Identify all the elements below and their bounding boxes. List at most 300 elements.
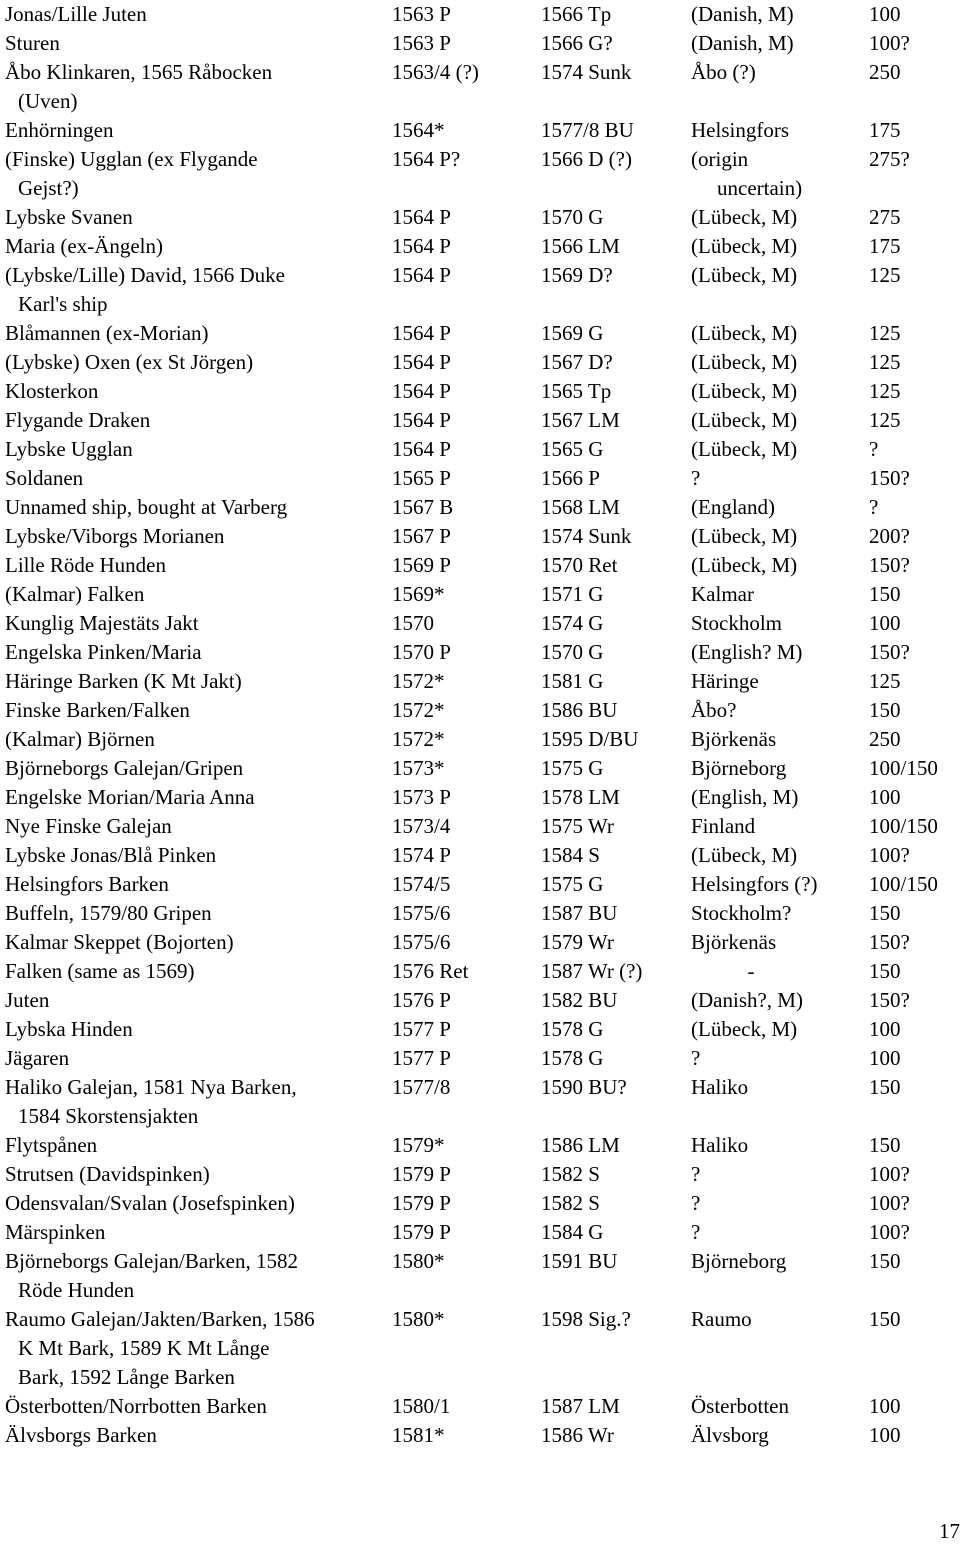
lost-cell: 1582 S bbox=[541, 1191, 600, 1215]
lost-cell: 1586 LM bbox=[541, 1133, 620, 1157]
acquired-cell: 1580/1 bbox=[392, 1394, 451, 1418]
origin-cell bbox=[691, 1160, 700, 1189]
origin-line: (Danish, M) bbox=[691, 31, 794, 55]
table-row bbox=[5, 1218, 960, 1247]
origin-cell bbox=[691, 754, 786, 783]
ship-name-line: Falken (same as 1569) bbox=[5, 959, 195, 983]
size-cell: 275? bbox=[869, 147, 910, 171]
ship-name-line: Lybska Hinden bbox=[5, 1017, 133, 1041]
acquired-cell: 1573* bbox=[392, 756, 445, 780]
origin-cell bbox=[691, 1305, 752, 1334]
table-row bbox=[5, 348, 960, 377]
ship-name bbox=[5, 261, 385, 319]
ship-name-continuation: Röde Hunden bbox=[18, 1278, 135, 1302]
table-row bbox=[5, 1305, 960, 1392]
ship-name bbox=[5, 812, 385, 841]
size-cell: 150 bbox=[869, 901, 901, 925]
size-cell: 100? bbox=[869, 1191, 910, 1215]
table-row bbox=[5, 232, 960, 261]
table-row bbox=[5, 1073, 960, 1131]
acquired-cell: 1579 P bbox=[392, 1191, 451, 1215]
ship-name bbox=[5, 1421, 385, 1450]
origin-line: Haliko bbox=[691, 1075, 749, 1099]
acquired-cell: 1567 B bbox=[392, 495, 454, 519]
acquired-cell: 1579* bbox=[392, 1133, 445, 1157]
origin-line: Raumo bbox=[691, 1307, 752, 1331]
ship-name bbox=[5, 609, 385, 638]
lost-cell: 1565 G bbox=[541, 437, 604, 461]
page-number: 17 bbox=[939, 1519, 960, 1543]
acquired-cell: 1573 P bbox=[392, 785, 451, 809]
acquired-cell: 1564 P bbox=[392, 350, 451, 374]
ship-name bbox=[5, 986, 385, 1015]
size-cell: 125 bbox=[869, 669, 901, 693]
origin-cell bbox=[691, 522, 797, 551]
acquired-cell: 1564 P bbox=[392, 205, 451, 229]
acquired-cell: 1579 P bbox=[392, 1220, 451, 1244]
ship-name-line: Älvsborgs Barken bbox=[5, 1423, 157, 1447]
origin-cell bbox=[691, 667, 759, 696]
origin-line: (Lübeck, M) bbox=[691, 205, 798, 229]
origin-cell bbox=[691, 203, 797, 232]
ship-name-line: Lybske Ugglan bbox=[5, 437, 133, 461]
size-cell: 150? bbox=[869, 640, 910, 664]
table-row bbox=[5, 1247, 960, 1305]
ship-name bbox=[5, 435, 385, 464]
ship-name bbox=[5, 145, 385, 203]
origin-line: Björneborg bbox=[691, 1249, 787, 1273]
ship-name-line: Klosterkon bbox=[5, 379, 99, 403]
origin-cell bbox=[691, 1073, 748, 1102]
origin-cell bbox=[691, 638, 802, 667]
acquired-cell: 1570 P bbox=[392, 640, 451, 664]
origin-line: Stockholm? bbox=[691, 901, 792, 925]
lost-cell: 1578 G bbox=[541, 1017, 604, 1041]
ship-name bbox=[5, 348, 385, 377]
ship-name-line: Odensvalan/Svalan (Josefspinken) bbox=[5, 1191, 295, 1215]
origin-cell bbox=[691, 435, 797, 464]
origin-line: Haliko bbox=[691, 1133, 749, 1157]
lost-cell: 1582 S bbox=[541, 1162, 600, 1186]
table-row bbox=[5, 1131, 960, 1160]
acquired-cell: 1580* bbox=[392, 1307, 445, 1331]
origin-cell bbox=[691, 1247, 786, 1276]
table-row bbox=[5, 812, 960, 841]
ship-name bbox=[5, 551, 385, 580]
table-row bbox=[5, 551, 960, 580]
size-cell: 150 bbox=[869, 1249, 901, 1273]
size-cell: 250 bbox=[869, 727, 901, 751]
ship-name bbox=[5, 1218, 385, 1247]
ship-name bbox=[5, 580, 385, 609]
ship-name-line: Soldanen bbox=[5, 466, 84, 490]
ship-name-line: Flygande Draken bbox=[5, 408, 151, 432]
size-cell: 150? bbox=[869, 553, 910, 577]
origin-line: (origin bbox=[691, 147, 749, 171]
acquired-cell: 1563 P bbox=[392, 31, 451, 55]
ship-name-line: Björneborgs Galejan/Barken, 1582 bbox=[5, 1249, 298, 1273]
lost-cell: 1567 D? bbox=[541, 350, 613, 374]
size-cell: 100? bbox=[869, 1162, 910, 1186]
size-cell: 100/150 bbox=[869, 756, 938, 780]
lost-cell: 1570 Ret bbox=[541, 553, 618, 577]
ship-name bbox=[5, 1015, 385, 1044]
ship-name-continuation: K Mt Bark, 1589 K Mt Långe bbox=[18, 1336, 270, 1360]
ship-name-continuation: Bark, 1592 Långe Barken bbox=[18, 1365, 235, 1389]
ship-name bbox=[5, 1073, 385, 1131]
origin-line: Björkenäs bbox=[691, 930, 777, 954]
size-cell: 125 bbox=[869, 408, 901, 432]
ship-name-line: (Finske) Ugglan (ex Flygande bbox=[5, 147, 258, 171]
lost-cell: 1565 Tp bbox=[541, 379, 612, 403]
origin-cell bbox=[691, 986, 803, 1015]
ship-name bbox=[5, 638, 385, 667]
lost-cell: 1586 Wr bbox=[541, 1423, 614, 1447]
ship-name bbox=[5, 232, 385, 261]
ship-name-line: Maria (ex-Ängeln) bbox=[5, 234, 164, 258]
ship-name-line: Blåmannen (ex-Morian) bbox=[5, 321, 209, 345]
ship-name-line: Österbotten/Norrbotten Barken bbox=[5, 1394, 267, 1418]
ship-name-line: (Lybske) Oxen (ex St Jörgen) bbox=[5, 350, 254, 374]
origin-cell bbox=[691, 348, 797, 377]
origin-cell bbox=[691, 1218, 700, 1247]
origin-cell bbox=[691, 957, 811, 986]
acquired-cell: 1577 P bbox=[392, 1046, 451, 1070]
table-row bbox=[5, 638, 960, 667]
lost-cell: 1586 BU bbox=[541, 698, 618, 722]
lost-cell: 1584 S bbox=[541, 843, 600, 867]
lost-cell: 1570 G bbox=[541, 640, 604, 664]
ship-name-line: Lybske Jonas/Blå Pinken bbox=[5, 843, 217, 867]
table-row bbox=[5, 841, 960, 870]
ship-name bbox=[5, 899, 385, 928]
acquired-cell: 1577/8 bbox=[392, 1075, 451, 1099]
table-row bbox=[5, 203, 960, 232]
ship-name-line: (Kalmar) Björnen bbox=[5, 727, 155, 751]
origin-line: (Lübeck, M) bbox=[691, 843, 798, 867]
acquired-cell: 1574/5 bbox=[392, 872, 451, 896]
origin-cell bbox=[691, 261, 797, 290]
acquired-cell: 1580* bbox=[392, 1249, 445, 1273]
ship-name bbox=[5, 377, 385, 406]
size-cell: 150 bbox=[869, 959, 901, 983]
ship-name bbox=[5, 58, 385, 116]
lost-cell: 1574 G bbox=[541, 611, 604, 635]
acquired-cell: 1573/4 bbox=[392, 814, 451, 838]
origin-line: (Lübeck, M) bbox=[691, 321, 798, 345]
lost-cell: 1575 Wr bbox=[541, 814, 614, 838]
table-row bbox=[5, 145, 960, 203]
ship-name-line: Unnamed ship, bought at Varberg bbox=[5, 495, 288, 519]
origin-cell bbox=[691, 870, 818, 899]
origin-cell bbox=[691, 696, 737, 725]
ship-name bbox=[5, 754, 385, 783]
origin-cell bbox=[691, 377, 797, 406]
origin-cell bbox=[691, 145, 802, 203]
origin-line: (Danish?, M) bbox=[691, 988, 803, 1012]
ship-name bbox=[5, 783, 385, 812]
acquired-cell: 1572* bbox=[392, 669, 445, 693]
origin-cell bbox=[691, 0, 794, 29]
ship-name-line: Haliko Galejan, 1581 Nya Barken, bbox=[5, 1075, 297, 1099]
origin-line: Åbo? bbox=[691, 698, 737, 722]
origin-line: Österbotten bbox=[691, 1394, 789, 1418]
size-cell: ? bbox=[869, 437, 879, 461]
ship-name-line: Lybske Svanen bbox=[5, 205, 133, 229]
origin-cell bbox=[691, 319, 797, 348]
origin-line: ? bbox=[691, 1191, 701, 1215]
lost-cell: 1598 Sig.? bbox=[541, 1307, 631, 1331]
lost-cell: 1574 Sunk bbox=[541, 60, 632, 84]
ship-name-line: Raumo Galejan/Jakten/Barken, 1586 bbox=[5, 1307, 315, 1331]
acquired-cell: 1577 P bbox=[392, 1017, 451, 1041]
table-row bbox=[5, 986, 960, 1015]
size-cell: 100? bbox=[869, 843, 910, 867]
ship-name-line: Häringe Barken (K Mt Jakt) bbox=[5, 669, 242, 693]
size-cell: ? bbox=[869, 495, 879, 519]
table-row bbox=[5, 435, 960, 464]
size-cell: 100 bbox=[869, 1017, 901, 1041]
lost-cell: 1587 Wr (?) bbox=[541, 959, 643, 983]
origin-cell bbox=[691, 464, 700, 493]
ship-name-line: Enhörningen bbox=[5, 118, 114, 142]
table-row bbox=[5, 1189, 960, 1218]
origin-cell bbox=[691, 406, 797, 435]
size-cell: 100? bbox=[869, 1220, 910, 1244]
size-cell: 100 bbox=[869, 1394, 901, 1418]
origin-line: (Lübeck, M) bbox=[691, 1017, 798, 1041]
origin-line: Åbo (?) bbox=[691, 60, 756, 84]
table-row bbox=[5, 58, 960, 116]
acquired-cell: 1564* bbox=[392, 118, 445, 142]
ship-name-line: Buffeln, 1579/80 Gripen bbox=[5, 901, 212, 925]
ship-name-line: Jägaren bbox=[5, 1046, 70, 1070]
origin-line: (Lübeck, M) bbox=[691, 553, 798, 577]
size-cell: 100 bbox=[869, 1423, 901, 1447]
lost-cell: 1595 D/BU bbox=[541, 727, 639, 751]
size-cell: 125 bbox=[869, 350, 901, 374]
lost-cell: 1569 D? bbox=[541, 263, 613, 287]
size-cell: 175 bbox=[869, 118, 901, 142]
ship-name-line: Engelske Morian/Maria Anna bbox=[5, 785, 255, 809]
origin-cell bbox=[691, 116, 789, 145]
ship-name bbox=[5, 928, 385, 957]
acquired-cell: 1564 P? bbox=[392, 147, 461, 171]
lost-cell: 1579 Wr bbox=[541, 930, 614, 954]
ship-name bbox=[5, 1131, 385, 1160]
origin-line: (Lübeck, M) bbox=[691, 408, 798, 432]
table-row bbox=[5, 899, 960, 928]
lost-cell: 1574 Sunk bbox=[541, 524, 632, 548]
origin-cell bbox=[691, 493, 775, 522]
ship-name bbox=[5, 667, 385, 696]
acquired-cell: 1563/4 (?) bbox=[392, 60, 479, 84]
table-row bbox=[5, 0, 960, 29]
acquired-cell: 1564 P bbox=[392, 263, 451, 287]
size-cell: 100/150 bbox=[869, 872, 938, 896]
origin-line: (Lübeck, M) bbox=[691, 437, 798, 461]
table-row bbox=[5, 1160, 960, 1189]
acquired-cell: 1564 P bbox=[392, 437, 451, 461]
origin-cell bbox=[691, 1421, 769, 1450]
ship-name bbox=[5, 1189, 385, 1218]
ship-name bbox=[5, 1044, 385, 1073]
lost-cell: 1570 G bbox=[541, 205, 604, 229]
origin-line: (Lübeck, M) bbox=[691, 379, 798, 403]
ship-name-line: Nye Finske Galejan bbox=[5, 814, 172, 838]
table-row bbox=[5, 783, 960, 812]
origin-cell bbox=[691, 725, 776, 754]
origin-cell bbox=[691, 580, 754, 609]
origin-line: - bbox=[747, 959, 755, 983]
lost-cell: 1584 G bbox=[541, 1220, 604, 1244]
acquired-cell: 1575/6 bbox=[392, 901, 451, 925]
table-row bbox=[5, 580, 960, 609]
ship-name-line: Lille Röde Hunden bbox=[5, 553, 166, 577]
origin-cell bbox=[691, 1189, 700, 1218]
ship-name-line: Flytspånen bbox=[5, 1133, 98, 1157]
lost-cell: 1590 BU? bbox=[541, 1075, 627, 1099]
origin-line: ? bbox=[691, 1220, 701, 1244]
origin-line: Älvsborg bbox=[691, 1423, 769, 1447]
size-cell: 150 bbox=[869, 1307, 901, 1331]
ship-name-line: Finske Barken/Falken bbox=[5, 698, 190, 722]
ship-name bbox=[5, 725, 385, 754]
ship-name-line: (Kalmar) Falken bbox=[5, 582, 145, 606]
size-cell: 150 bbox=[869, 582, 901, 606]
ship-name bbox=[5, 1247, 385, 1305]
origin-cell bbox=[691, 899, 791, 928]
ship-name-continuation: Karl's ship bbox=[18, 292, 108, 316]
origin-cell bbox=[691, 1392, 789, 1421]
origin-line: Björkenäs bbox=[691, 727, 777, 751]
origin-cell bbox=[691, 232, 797, 261]
ship-name bbox=[5, 406, 385, 435]
origin-line: (English? M) bbox=[691, 640, 803, 664]
ship-name-continuation: (Uven) bbox=[18, 89, 78, 113]
origin-line: Helsingfors (?) bbox=[691, 872, 818, 896]
origin-line: Björneborg bbox=[691, 756, 787, 780]
ship-name-continuation: Gejst?) bbox=[18, 176, 79, 200]
origin-cell bbox=[691, 609, 782, 638]
size-cell: 100 bbox=[869, 785, 901, 809]
ship-name bbox=[5, 0, 385, 29]
origin-line: (Lübeck, M) bbox=[691, 234, 798, 258]
size-cell: 125 bbox=[869, 321, 901, 345]
origin-cell bbox=[691, 841, 797, 870]
acquired-cell: 1569* bbox=[392, 582, 445, 606]
table-row bbox=[5, 1044, 960, 1073]
ship-name bbox=[5, 1392, 385, 1421]
lost-cell: 1581 G bbox=[541, 669, 604, 693]
lost-cell: 1577/8 BU bbox=[541, 118, 634, 142]
ship-name-line: Sturen bbox=[5, 31, 60, 55]
size-cell: 175 bbox=[869, 234, 901, 258]
ship-name-line: Engelska Pinken/Maria bbox=[5, 640, 202, 664]
table-row bbox=[5, 29, 960, 58]
lost-cell: 1575 G bbox=[541, 872, 604, 896]
ship-name bbox=[5, 319, 385, 348]
table-row bbox=[5, 1421, 960, 1450]
origin-line: (English, M) bbox=[691, 785, 799, 809]
lost-cell: 1575 G bbox=[541, 756, 604, 780]
table-row bbox=[5, 116, 960, 145]
table-row bbox=[5, 522, 960, 551]
ship-name-line: Kunglig Majestäts Jakt bbox=[5, 611, 199, 635]
origin-cell bbox=[691, 812, 755, 841]
ship-name bbox=[5, 841, 385, 870]
ship-name bbox=[5, 464, 385, 493]
origin-line: (Lübeck, M) bbox=[691, 524, 798, 548]
size-cell: 150? bbox=[869, 466, 910, 490]
lost-cell: 1567 LM bbox=[541, 408, 620, 432]
origin-cell bbox=[691, 783, 798, 812]
acquired-cell: 1581* bbox=[392, 1423, 445, 1447]
table-row bbox=[5, 667, 960, 696]
table-row bbox=[5, 1392, 960, 1421]
table-row bbox=[5, 261, 960, 319]
ship-name bbox=[5, 29, 385, 58]
table-row bbox=[5, 754, 960, 783]
acquired-cell: 1563 P bbox=[392, 2, 451, 26]
origin-line: Kalmar bbox=[691, 582, 754, 606]
origin-line: (Lübeck, M) bbox=[691, 263, 798, 287]
ship-name-line: Björneborgs Galejan/Gripen bbox=[5, 756, 244, 780]
acquired-cell: 1574 P bbox=[392, 843, 451, 867]
origin-line: (England) bbox=[691, 495, 775, 519]
origin-cell bbox=[691, 1044, 700, 1073]
table-row bbox=[5, 406, 960, 435]
ship-name bbox=[5, 1160, 385, 1189]
ship-name-line: Strutsen (Davidspinken) bbox=[5, 1162, 210, 1186]
origin-cell bbox=[691, 1015, 797, 1044]
acquired-cell: 1576 P bbox=[392, 988, 451, 1012]
size-cell: 275 bbox=[869, 205, 901, 229]
lost-cell: 1569 G bbox=[541, 321, 604, 345]
acquired-cell: 1564 P bbox=[392, 234, 451, 258]
ship-table bbox=[5, 0, 960, 1450]
size-cell: 200? bbox=[869, 524, 910, 548]
ship-name bbox=[5, 957, 385, 986]
acquired-cell: 1564 P bbox=[392, 321, 451, 345]
size-cell: 150? bbox=[869, 988, 910, 1012]
acquired-cell: 1567 P bbox=[392, 524, 451, 548]
acquired-cell: 1576 Ret bbox=[392, 959, 469, 983]
origin-line: Stockholm bbox=[691, 611, 783, 635]
lost-cell: 1578 G bbox=[541, 1046, 604, 1070]
origin-line: Häringe bbox=[691, 669, 759, 693]
ship-name-line: Juten bbox=[5, 988, 50, 1012]
lost-cell: 1571 G bbox=[541, 582, 604, 606]
ship-name-continuation: 1584 Skorstensjakten bbox=[18, 1104, 199, 1128]
size-cell: 100/150 bbox=[869, 814, 938, 838]
origin-cell bbox=[691, 29, 794, 58]
lost-cell: 1587 BU bbox=[541, 901, 618, 925]
origin-cell bbox=[691, 58, 756, 87]
size-cell: 125 bbox=[869, 379, 901, 403]
acquired-cell: 1564 P bbox=[392, 408, 451, 432]
table-row bbox=[5, 957, 960, 986]
ship-name-line: Jonas/Lille Juten bbox=[5, 2, 147, 26]
ship-name bbox=[5, 203, 385, 232]
origin-cell bbox=[691, 1131, 748, 1160]
size-cell: 150 bbox=[869, 1075, 901, 1099]
ship-name bbox=[5, 696, 385, 725]
ship-name bbox=[5, 493, 385, 522]
origin-line: uncertain) bbox=[717, 176, 803, 200]
acquired-cell: 1572* bbox=[392, 698, 445, 722]
table-row bbox=[5, 319, 960, 348]
